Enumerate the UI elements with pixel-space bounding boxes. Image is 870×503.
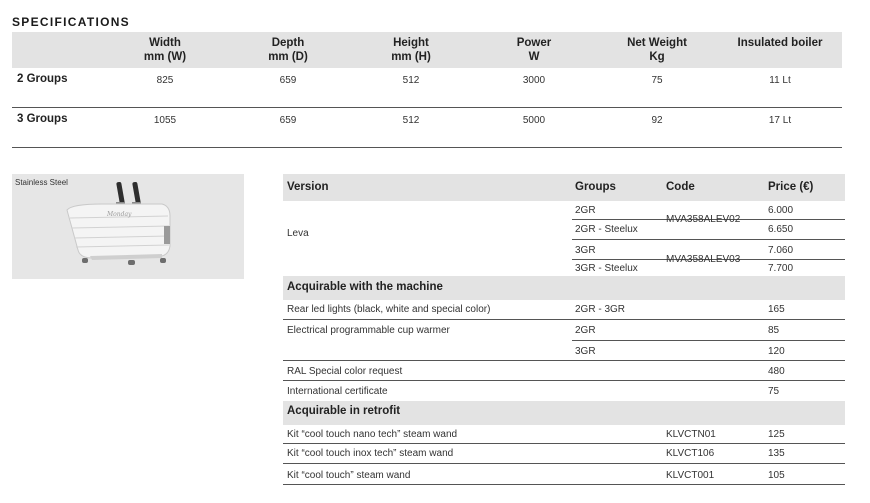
retrofit-code: KLVCTN01: [666, 429, 716, 440]
option-price: 85: [768, 325, 780, 336]
specs-cell: 11 Lt: [769, 75, 791, 86]
retrofit-item: Kit “cool touch inox tech” steam wand: [287, 448, 454, 459]
retrofit-code: KLVCT001: [666, 470, 715, 481]
specs-divider: [12, 147, 842, 148]
leva-price: 7.700: [768, 263, 794, 274]
option-price: 165: [768, 304, 785, 315]
section-title-machine: Acquirable with the machine: [287, 281, 443, 293]
option-groups: 2GR - 3GR: [575, 304, 626, 315]
leva-price: 6.650: [768, 224, 794, 235]
row-divider: [283, 463, 845, 464]
leva-version: Leva: [287, 228, 309, 239]
specs-divider: [12, 107, 842, 108]
option-price: 480: [768, 366, 785, 377]
specs-header-insulated-boiler: Insulated boiler: [737, 37, 823, 49]
product-image: [12, 174, 244, 279]
row-divider: [283, 484, 845, 485]
leva-groups: 3GR - Steelux: [575, 263, 638, 274]
specifications-title: SPECIFICATIONS: [12, 15, 130, 29]
specs-row-label: 2 Groups: [17, 73, 68, 85]
option-item: Electrical programmable cup warmer: [287, 325, 450, 336]
row-divider: [283, 380, 845, 381]
option-item: International certificate: [287, 386, 388, 397]
row-divider: [283, 443, 845, 444]
leva-divider: [572, 239, 845, 240]
specs-cell: 92: [651, 115, 663, 126]
option-groups: 2GR: [575, 325, 596, 336]
specs-cell: 659: [279, 115, 297, 126]
specs-row-label: 3 Groups: [17, 113, 68, 125]
option-price: 75: [768, 386, 780, 397]
leva-code: MVA358ALEV02: [666, 214, 741, 225]
retrofit-code: KLVCT106: [666, 448, 715, 459]
svg-text:Monday: Monday: [107, 211, 132, 218]
section-title-retrofit: Acquirable in retrofit: [287, 405, 401, 417]
specs-cell: 1055: [153, 115, 177, 126]
specs-cell: 825: [156, 75, 174, 86]
retrofit-price: 135: [768, 448, 785, 459]
pricing-header-row: [283, 174, 845, 201]
espresso-machine-illustration: [12, 174, 244, 279]
leva-price: 7.060: [768, 245, 794, 256]
specs-header-depth: Depth mm (D): [268, 37, 308, 63]
retrofit-item: Kit “cool touch nano tech” steam wand: [287, 429, 458, 440]
leva-groups: 3GR: [575, 245, 596, 256]
option-price: 120: [768, 346, 785, 357]
specs-cell: 3000: [522, 75, 546, 86]
retrofit-item: Kit “cool touch” steam wand: [287, 470, 411, 481]
leva-code: MVA358ALEV03: [666, 254, 741, 265]
specs-header-width: Width mm (W): [143, 37, 187, 63]
specs-cell: 5000: [522, 115, 546, 126]
specs-cell: 512: [402, 115, 420, 126]
leva-groups: 2GR: [575, 205, 596, 216]
row-divider: [283, 360, 845, 361]
pricing-header-price: Price (€): [768, 181, 814, 193]
row-divider: [572, 340, 845, 341]
retrofit-price: 105: [768, 470, 785, 481]
option-item: Rear led lights (black, white and special color): [287, 304, 491, 315]
retrofit-price: 125: [768, 429, 785, 440]
specs-cell: 17 Lt: [768, 115, 792, 126]
leva-price: 6.000: [768, 205, 794, 216]
specs-cell: 659: [279, 75, 297, 86]
specs-header-power: Power W: [516, 37, 552, 63]
specs-header-net-weight: Net Weight Kg: [627, 37, 687, 63]
pricing-header-code: Code: [666, 181, 695, 193]
specs-cell: 512: [402, 75, 420, 86]
specs-header-height: Height mm (H): [391, 37, 431, 63]
pricing-header-groups: Groups: [575, 181, 616, 193]
leva-groups: 2GR - Steelux: [575, 224, 638, 235]
option-groups: 3GR: [575, 346, 596, 357]
product-finish-label: Stainless Steel: [15, 178, 68, 187]
row-divider: [283, 319, 845, 320]
specs-cell: 75: [651, 75, 663, 86]
pricing-header-version: Version: [287, 181, 329, 193]
option-item: RAL Special color request: [287, 366, 403, 377]
